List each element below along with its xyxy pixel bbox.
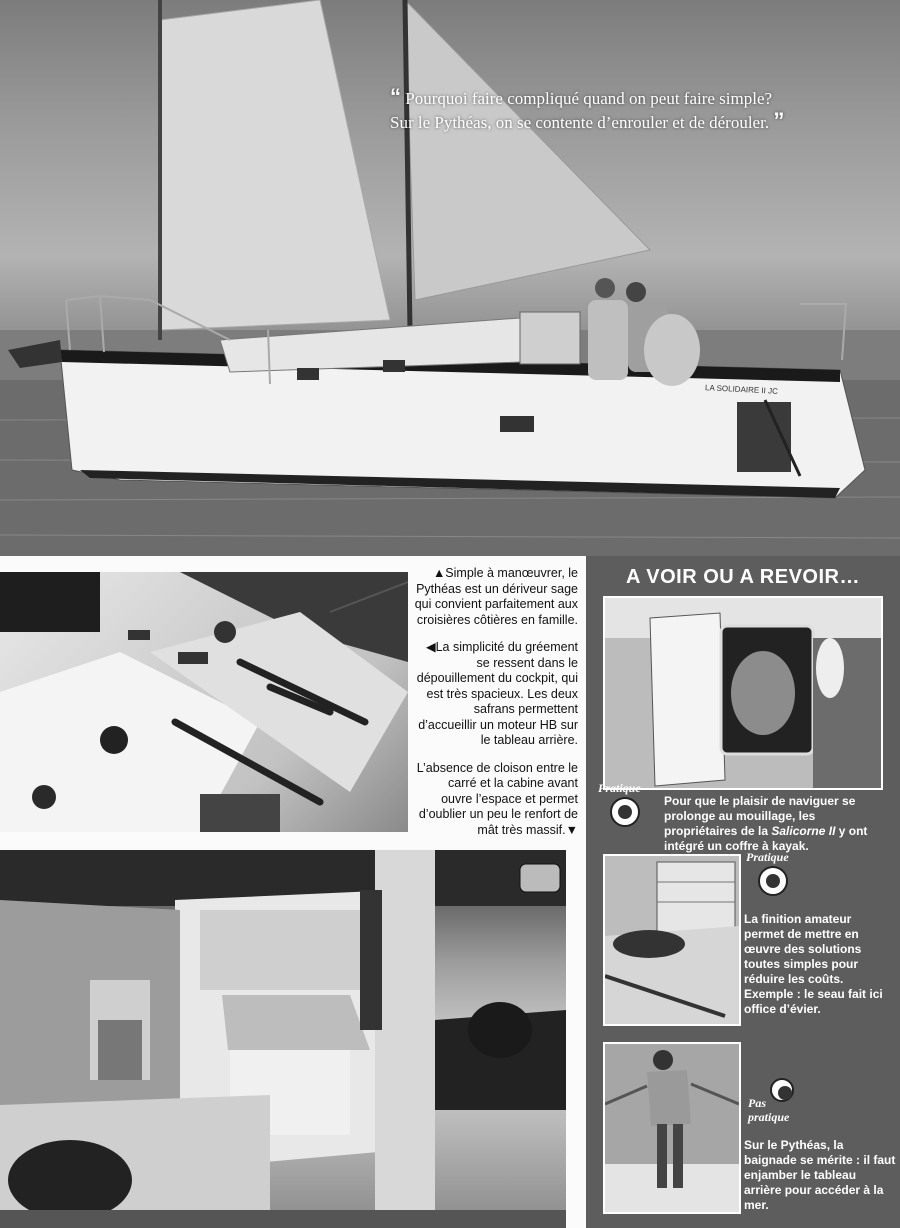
pull-quote (390, 86, 830, 134)
quote-open-mark: “ (390, 84, 401, 109)
sidebar-a-voir (586, 556, 900, 1228)
cockpit-illustration (0, 572, 408, 832)
rose-emblem-icon (610, 797, 640, 827)
kayak-box-caption (664, 794, 892, 854)
transom-swim-illustration (605, 1044, 739, 1212)
bucket-sink-caption: La finition amateur permet de mettre en œuvre des solutions toutes simples pour réduire les coûts. Exemple : le seau fait ici office d’évier. (744, 912, 883, 1016)
kayak-caption-part-a: Pour que le plaisir de naviguer se prolonge au mouillage, les propriétaires de la (664, 794, 856, 838)
caption-simple-manoeuvre: ▲Simple à manœuvrer, le Pythéas est un dériveur sage qui convient parfaitement aux croisières côtières en famille. (414, 566, 578, 627)
badge-pratique-2 (742, 850, 800, 900)
boat-name-lettering: LA SOLIDAIRE II JC (704, 383, 779, 396)
caption-cabin: L’absence de cloison entre le carré et la cabine avant ouvre l’espace et permet d’oublier un peu le renfort de mât très massif.▼ (416, 760, 578, 837)
badge-pratique-label-2: Pratique (746, 850, 789, 864)
sidebar-title: A VOIR OU A REVOIR… (626, 566, 860, 588)
kayak-box-illustration (605, 598, 881, 788)
hero-photo-sailboat (0, 0, 900, 556)
badge-pratique-1 (594, 781, 652, 831)
quote-close-mark: ” (773, 108, 785, 133)
rose-emblem-icon-2 (758, 866, 788, 896)
photo-captions (414, 566, 578, 848)
bucket-sink-photo (603, 854, 741, 1026)
cabin-illustration (0, 850, 566, 1228)
transom-swim-caption: Sur le Pythéas, la baignade se mérite : il faut enjamber le tableau arrière pour accéder à la mer. (744, 1138, 896, 1212)
bucket-sink-illustration (605, 856, 739, 1024)
rose-emblem-icon-3 (770, 1078, 794, 1102)
quote-line-1: Pourquoi faire compliqué quand on peut faire simple? (405, 89, 773, 108)
badge-pratique-label: Pratique (598, 781, 641, 795)
sailboat-illustration (0, 0, 900, 556)
quote-line-2: Sur le Pythéas, on se contente d’enrouler et de dérouler. (390, 113, 770, 132)
kayak-caption-part-b: y ont intégré un coffre à kayak. (664, 824, 868, 853)
transom-swim-photo (603, 1042, 741, 1214)
badge-pas-pratique (742, 1074, 800, 1124)
badge-pas-label: Pas (748, 1096, 766, 1110)
cockpit-photo (0, 572, 408, 832)
kayak-caption-boat-name: Salicorne II (771, 824, 836, 838)
cabin-interior-photo (0, 850, 566, 1228)
caption-cockpit: ◀La simplicité du gréement se ressent dans le dépouillement du cockpit, qui est très spacieux. Les deux safrans permettent d’accueillir un moteur HB sur le tableau arrière. (416, 640, 578, 747)
kayak-box-photo (603, 596, 883, 790)
badge-pratique-label-3: pratique (748, 1110, 790, 1124)
